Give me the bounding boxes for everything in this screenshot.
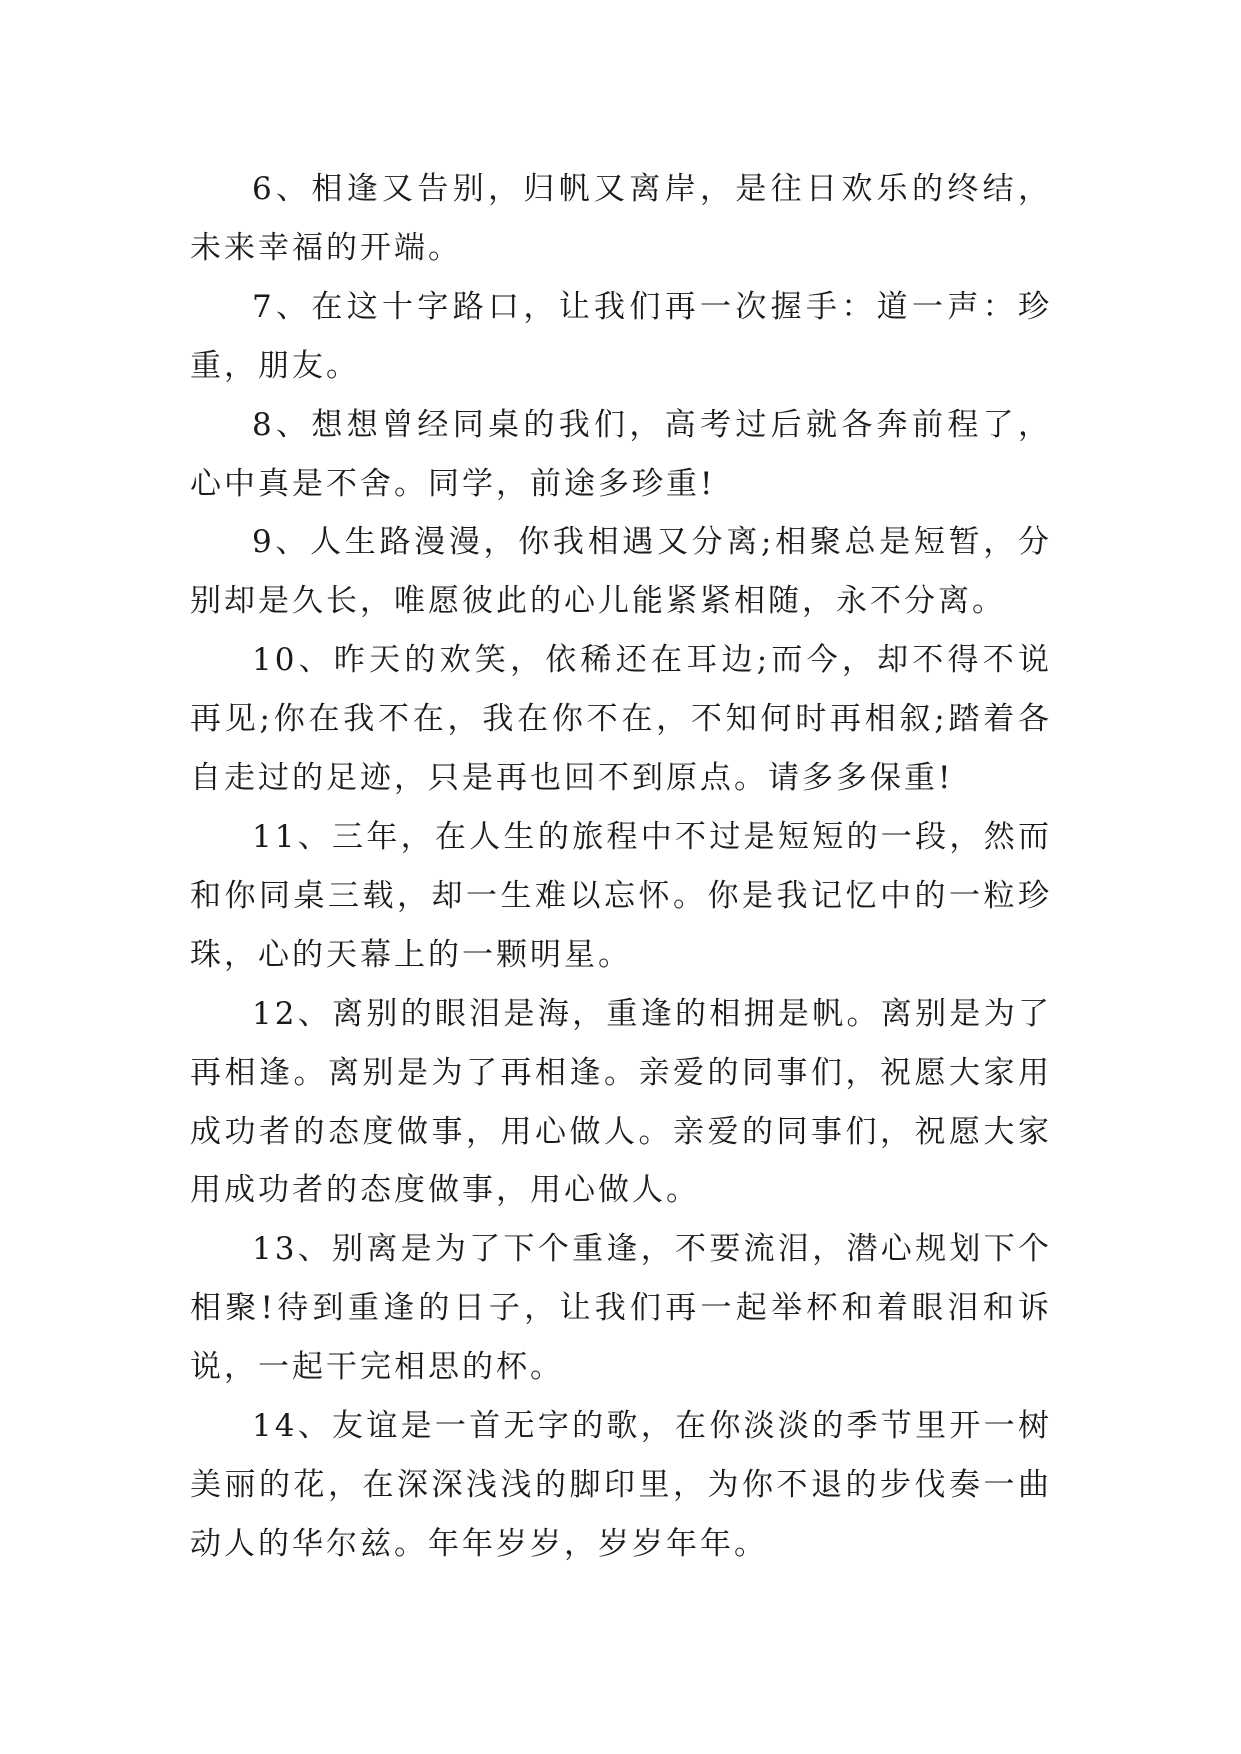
paragraph-9: 9、人生路漫漫，你我相遇又分离;相聚总是短暂，分别却是久长，唯愿彼此的心儿能紧紧相随，永不分离。 [190, 524, 1052, 620]
paragraph-14: 14、友谊是一首无字的歌，在你淡淡的季节里开一树美丽的花，在深深浅浅的脚印里，为你不退的步伐奏一曲动人的华尔兹。年年岁岁，岁岁年年。 [190, 1408, 1052, 1562]
paragraph-10: 10、昨天的欢笑，依稀还在耳边;而今，却不得不说再见;你在我不在，我在你不在，不知何时再相叙;踏着各自走过的足迹，只是再也回不到原点。请多多保重! [190, 642, 1052, 797]
paragraph-13: 13、别离是为了下个重逢，不要流泪，潜心规划下个相聚!待到重逢的日子，让我们再一起举杯和着眼泪和诉说，一起干完相思的杯。 [190, 1231, 1052, 1386]
paragraph-11: 11、三年，在人生的旅程中不过是短短的一段，然而和你同桌三载，却一生难以忘怀。你是我记忆中的一粒珍珠，心的天幕上的一颗明星。 [190, 818, 1052, 973]
paragraph-6: 6、相逢又告别，归帆又离岸，是往日欢乐的终结，未来幸福的开端。 [190, 171, 1052, 266]
paragraph-7: 7、在这十字路口，让我们再一次握手：道一声：珍重，朋友。 [190, 288, 1052, 384]
document-body [190, 160, 1052, 1574]
paragraph-12: 12、离别的眼泪是海，重逢的相拥是帆。离别是为了再相逢。离别是为了再相逢。亲爱的同事们，祝愿大家用成功者的态度做事，用心做人。亲爱的同事们，祝愿大家用成功者的态度做事，用心做人。 [190, 995, 1052, 1209]
paragraph-8: 8、想想曾经同桌的我们，高考过后就各奔前程了，心中真是不舍。同学，前途多珍重! [190, 406, 1052, 502]
